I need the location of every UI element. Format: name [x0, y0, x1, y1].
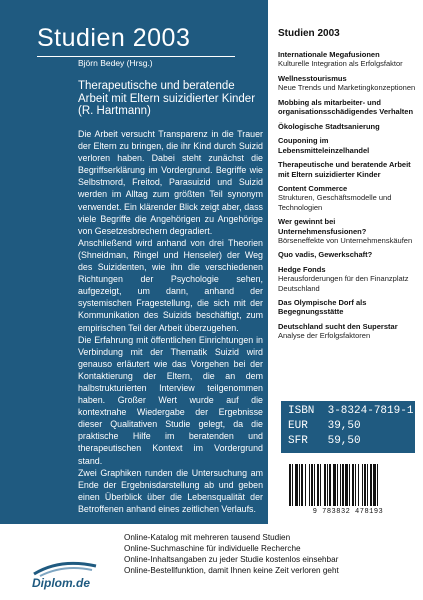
list-item [278, 322, 418, 340]
list-item-title: Deutschland sucht den Superstar [278, 322, 398, 332]
price-sfr: SFR 59,50 [288, 435, 361, 447]
price-eur: EUR 39,50 [288, 420, 361, 432]
title-divider [37, 56, 235, 57]
list-item [278, 98, 418, 116]
barcode-number: 9 783832 478193 [312, 508, 384, 516]
isbn-label: ISBN 3-8324-7819-1 [288, 405, 414, 417]
list-item [278, 136, 418, 154]
list-item-title: Mobbing als mitarbeiter- und organisationsschädigendes Verhalten [278, 97, 414, 117]
list-item [278, 50, 418, 68]
list-item [278, 298, 418, 316]
footer-line: Online-Katalog mit mehreren tausend Studien [124, 533, 291, 542]
list-item [278, 74, 418, 92]
list-item [278, 217, 418, 245]
book-title [78, 80, 263, 118]
list-item-subtitle: Herausforderungen für den Finanzplatz Deutschland [278, 274, 409, 293]
series-title: Studien 2003 [37, 24, 191, 52]
editor-line: Björn Bedey (Hrsg.) [78, 58, 153, 68]
list-item-subtitle: Analyse der Erfolgsfaktoren [278, 331, 371, 341]
list-item-title: Therapeutische und beratende Arbeit mit Eltern suizidierter Kinder [278, 160, 411, 179]
list-item-subtitle: Strukturen, Geschäftsmodelle und Technologien [278, 193, 392, 212]
list-item-title: Couponing im Lebensmitteleinzelhandel [278, 136, 370, 155]
abstract-paragraph: Die Erfahrung mit öffentlichen Einrichtungen in Verbindung mit der Thematik Suizid wird genauso erläutert wie das Vorgehen bei der Kontaktierung der Eltern, die an dem halbstrukturierten Interview teilgenommen haben. Großer Wert wurde auf die kontextnahe Wiedergabe der Ergebnisse dieser Qualitativen Studie gelegt, da die praktische Hilfe im beratenden und therapeutischen Kontext im Vordergrund stand. [78, 334, 263, 466]
footer-line: Online-Suchmaschine für individuelle Recherche [124, 544, 301, 553]
logo-swoosh-icon [30, 558, 100, 578]
list-item-title: Das Olympische Dorf als Begegnungsstätte [278, 298, 367, 317]
list-item-title: Content Commerce [278, 184, 348, 194]
barcode [281, 460, 415, 518]
barcode-bars-icon [281, 460, 415, 508]
list-item [278, 160, 418, 178]
list-item-subtitle: Börseneffekte von Unternehmenskäufen [278, 235, 413, 245]
abstract-paragraph: Die Arbeit versucht Transparenz in die Trauer der Eltern zu bringen, die ihr Kind durch Suizid verloren haben. Dabei steht zunächst die Begriffserklärung im Vordergrund. Begriffe wie Selbstmord, Freitod, Parasuizid und Suizid werden im Alltag zum größten Teil synonym verwendet. Ein klärender Blick zeigt aber, dass viele Begriffe die Angehörigen zu Angehörige von Gesetzesbrechern degradiert. [78, 129, 263, 236]
list-item-title: Ökologische Stadtsanierung [278, 121, 380, 131]
price-box [281, 401, 415, 453]
book-author: (R. Hartmann) [78, 105, 151, 117]
publisher-logo [30, 558, 100, 592]
footer-line: Online-Bestellfunktion, damit Ihnen keine Zeit verloren geht [124, 566, 339, 575]
list-item-subtitle: Kulturelle Integration als Erfolgsfaktor [278, 59, 403, 69]
publisher-footer [0, 524, 423, 600]
book-title-text: Therapeutische und beratende Arbeit mit Eltern suizidierter Kinder [78, 80, 256, 105]
abstract-paragraph: Anschließend wird anhand von drei Theorien (Shneidman, Ringel und Henseler) der Weg des Suizidenten, wie ihn die verschiedenen Richtungen der Psychologie sehen, aufgezeigt, um dann, anhand der systemischen Fragestellung, die sich mit der Kommunikation des Suizids beschäftigt, zum empirischen Teil der Arbeit überzugehen. [78, 237, 263, 333]
footer-line: Online-Inhaltsangaben zu jeder Studie kostenlos einsehbar [124, 555, 339, 564]
logo-text: Diplom.de [32, 576, 91, 590]
list-item [278, 184, 418, 212]
list-item [278, 122, 418, 131]
list-item-title: Wer gewinnt bei Unternehmensfusionen? [278, 217, 367, 236]
list-item-title: Internationale Megafusionen [278, 50, 380, 59]
abstract-paragraph: Zwei Graphiken runden die Untersuchung am Ende der Ergebnisdarstellung ab und geben einen Überblick über die Lebensqualität der Betroffenen anhand eines zeitlichen Verlaufs. [78, 467, 263, 514]
list-item-title: Wellnesstourismus [278, 73, 347, 83]
sidebar-title-list [278, 50, 418, 346]
list-item-title: Hedge Fonds [278, 265, 326, 275]
list-item-title: Quo vadis, Gewerkschaft? [278, 250, 373, 260]
list-item [278, 250, 418, 259]
abstract [78, 128, 263, 515]
sidebar-heading: Studien 2003 [278, 28, 340, 39]
list-item [278, 265, 418, 293]
footer-feature-list [124, 532, 420, 576]
list-item-subtitle: Neue Trends und Marketingkonzeptionen [278, 83, 416, 93]
